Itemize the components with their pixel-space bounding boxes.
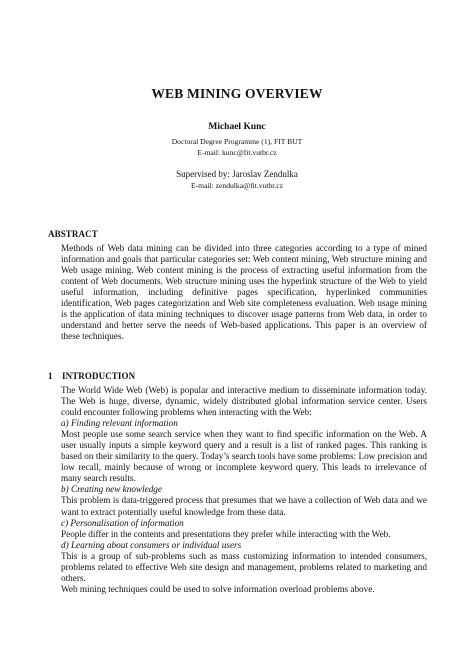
section-body [61, 385, 427, 595]
subsection-c-title: c) Personalisation of information [61, 517, 184, 528]
supervisor-email: E-mail: zendulka@fit.vutbr.cz [191, 181, 283, 190]
section-title: INTRODUCTION [62, 371, 136, 381]
subsection-b-title: b) Creating new knowledge [61, 484, 162, 495]
subsection-b-text: This problem is data-triggered process that presumes that we have a collection of Web data and we want to extract potentially useful knowledge from these data. [61, 495, 427, 517]
paper-title: WEB MINING OVERVIEW [151, 86, 323, 101]
subsection-c-text: People differ in the contents and presentations they prefer while interacting with the Web. [61, 528, 391, 539]
closing-paragraph: Web mining techniques could be used to solve information overload problems above. [61, 583, 375, 594]
subsection-d-title: d) Learning about consumers or individual users [61, 539, 242, 550]
author-name: Michael Kunc [208, 122, 266, 132]
subsection-a-title: a) Finding relevant information [61, 418, 178, 429]
author-email: E-mail: kunc@fit.vutbr.cz [197, 148, 277, 157]
abstract-text: Methods of Web data mining can be divided into three categories according to a type of mined information and goals that particular categories set: Web content mining, Web structure mining and Web usage mining. Web content mining is the process of extracting useful information from the content of Web documents. Web structure mining uses the hyperlink structure of the Web to yield useful information, including definitive pages specification, hyperlinked communities identification, Web pages categorization and Web site completeness evaluation. Web usage mining is the application of data mining techniques to discover usage patterns from Web data, in order to understand and better serve the needs of Web-based applications. This paper is an overview of these techniques. [61, 243, 427, 342]
intro-paragraph: The World Wide Web (Web) is popular and interactive medium to disseminate information today. The Web is huge, diverse, dynamic, widely distributed global information service center. Users could encounter following problems when interacting with the Web: [61, 385, 427, 418]
supervisor-line: Supervised by: Jaroslav Zendulka [176, 169, 298, 179]
abstract-body [61, 243, 427, 342]
section-heading [48, 371, 135, 381]
abstract-heading: ABSTRACT [48, 229, 98, 239]
subsection-d-text: This is a group of sub-problems such as mass customizing information to intended consumers, problems related to effective Web site design and management, problems related to marketing and others. [61, 550, 427, 583]
subsection-a-text: Most people use some search service when they want to find specific information on the Web. A user usually inputs a simple keyword query and a result is a list of ranked pages. This ranking is based on their similarity to the query. Today’s search tools have some problems: Low precision and low recall, mainly because of wrong or incomplete keyword query. This leads to irrelevance of many search results. [61, 429, 427, 484]
author-affiliation: Doctoral Degree Programme (1), FIT BUT [171, 137, 303, 146]
section-number: 1 [48, 371, 53, 381]
